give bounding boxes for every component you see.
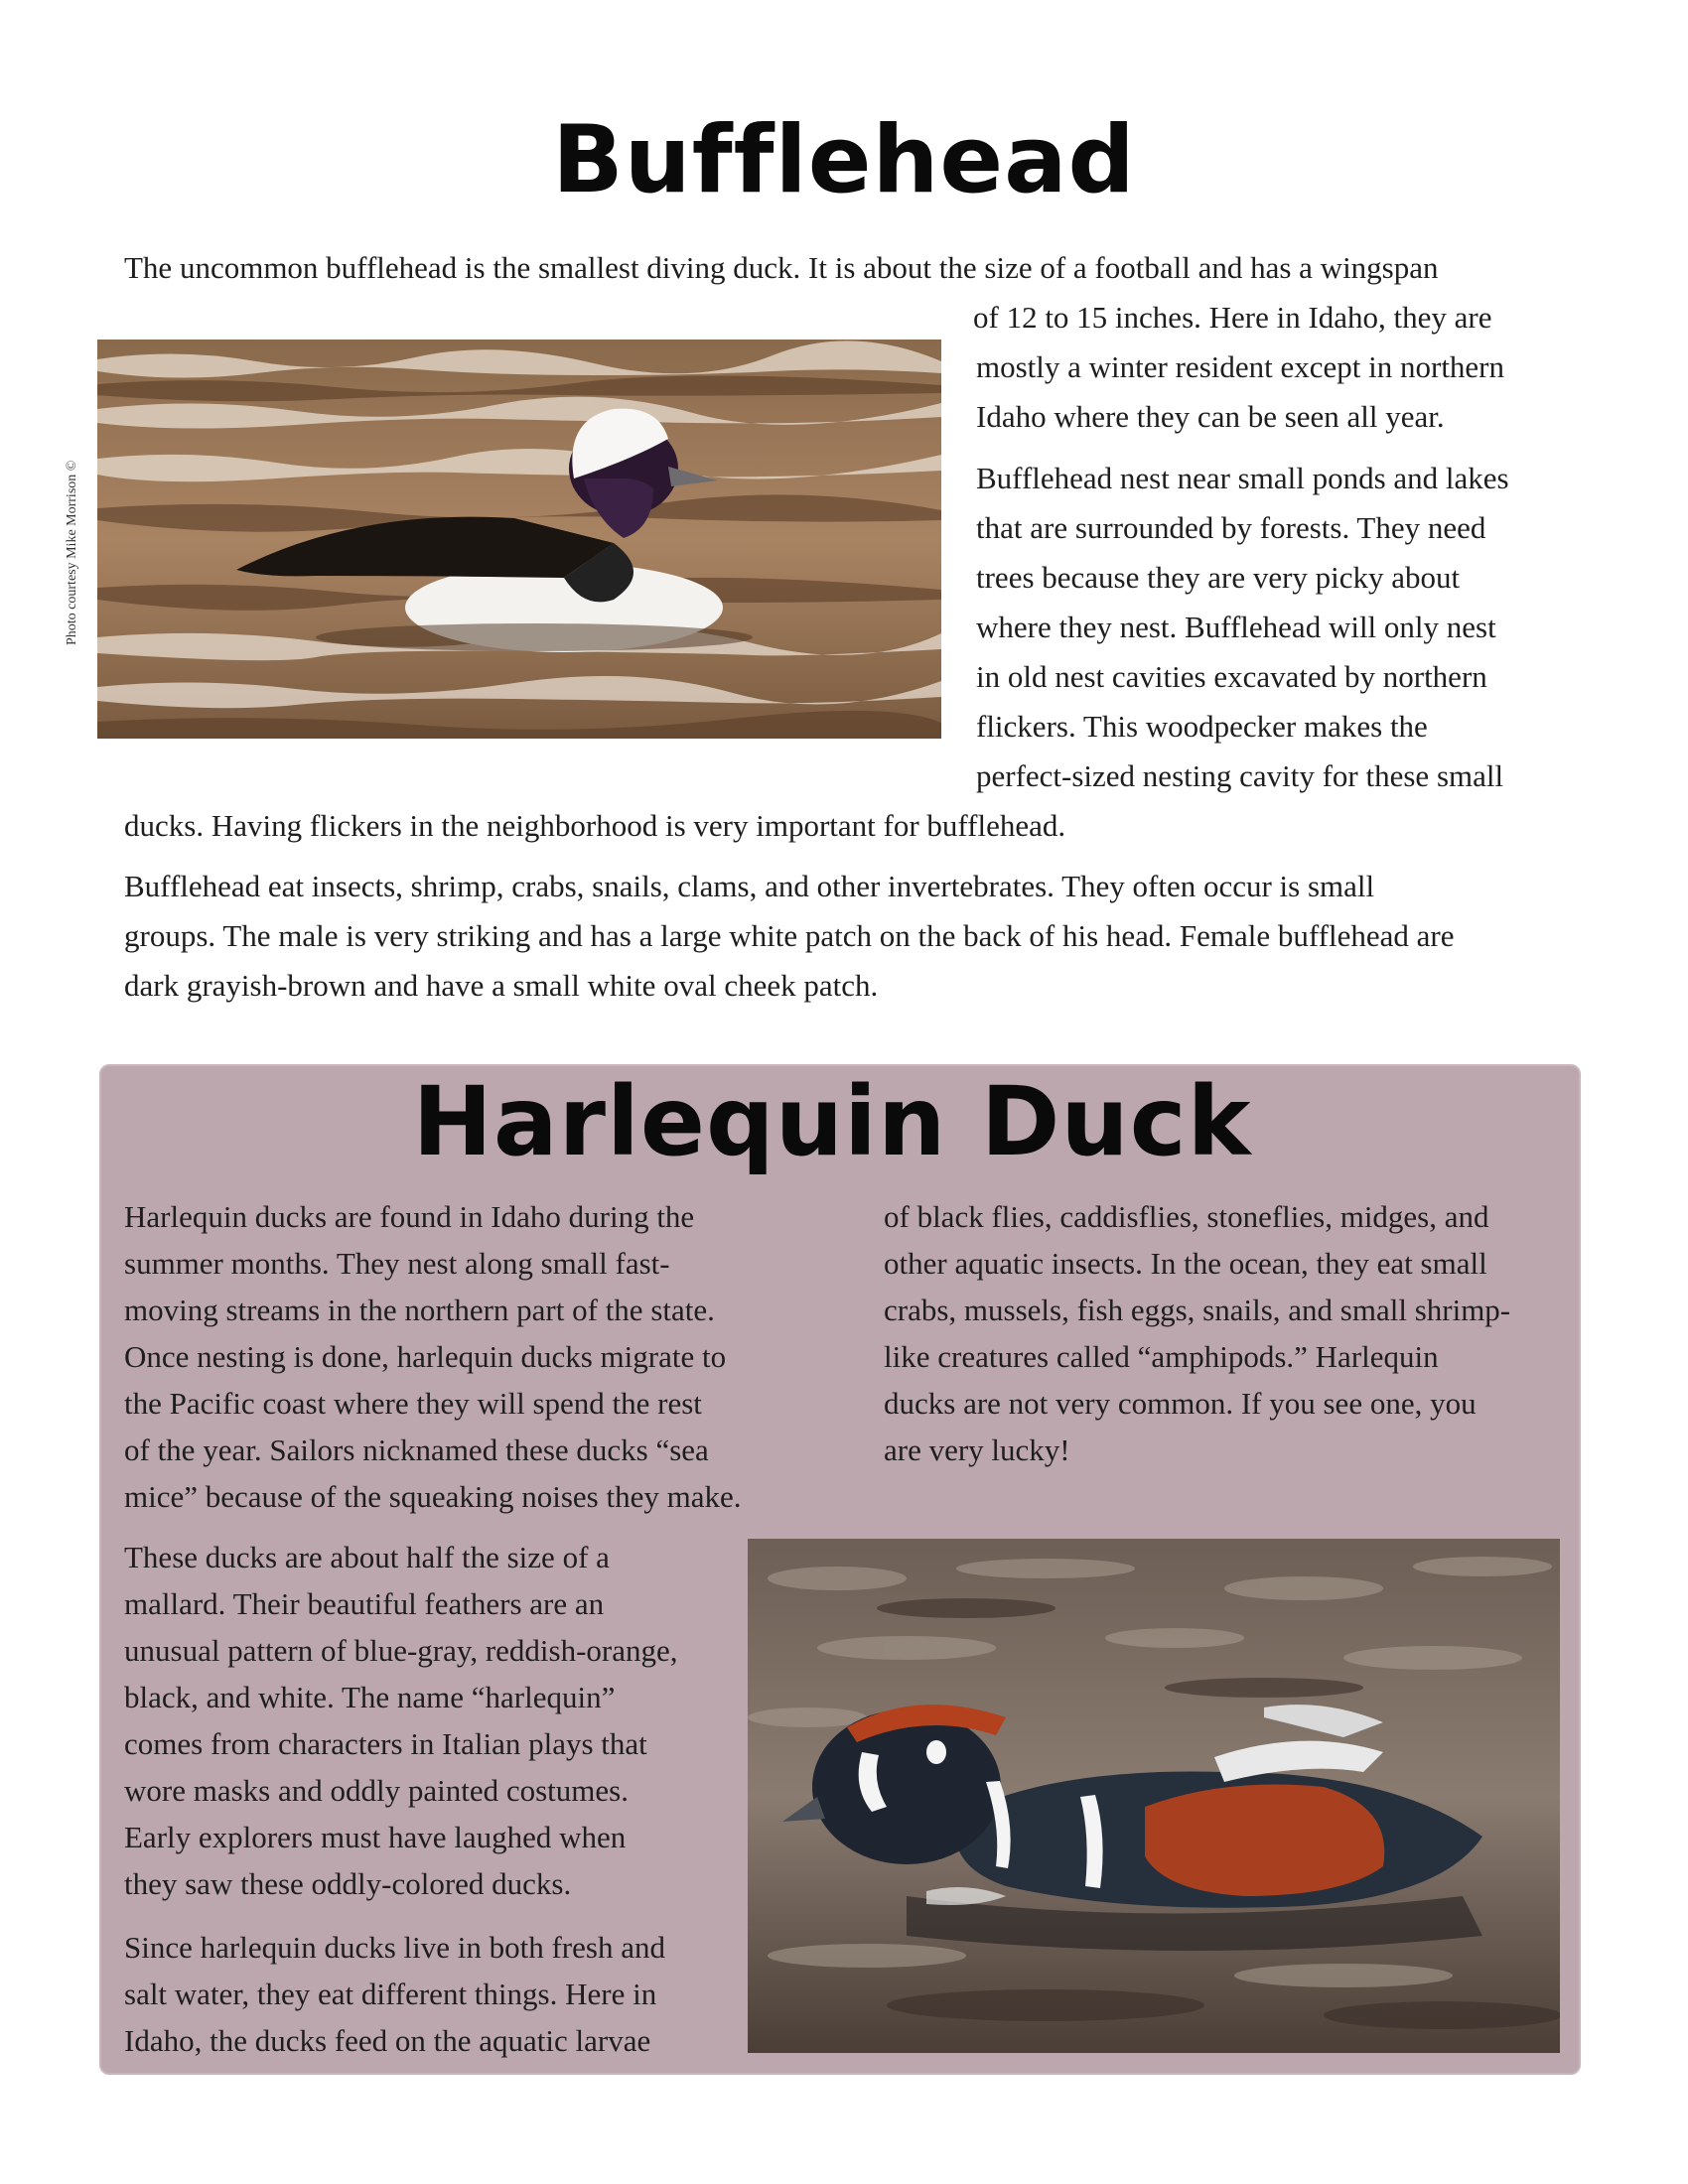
text-line: ducks are not very common. If you see one, you: [884, 1386, 1477, 1421]
bufflehead-nesting-last-line: ducks. Having flickers in the neighborhood is very important for bufflehead.: [124, 808, 1066, 843]
text-line: trees because they are very picky about: [976, 560, 1461, 595]
text-line: wore masks and oddly painted costumes.: [124, 1773, 629, 1808]
text-line: where they nest. Bufflehead will only nest: [976, 610, 1496, 644]
text-line: Since harlequin ducks live in both fresh and: [124, 1930, 665, 1965]
text-line: Bufflehead eat insects, shrimp, crabs, snails, clams, and other invertebrates. They often occur is small: [124, 869, 1375, 903]
text-line: moving streams in the northern part of the state.: [124, 1293, 715, 1327]
text-line: flickers. This woodpecker makes the: [976, 709, 1428, 744]
harlequin-intro-text: [124, 1193, 819, 1520]
text-line: mallard. Their beautiful feathers are an: [124, 1586, 605, 1621]
text-line: in old nest cavities excavated by northern: [976, 659, 1487, 694]
bufflehead-intro-line: The uncommon bufflehead is the smallest diving duck. It is about the size of a football and has a wingspan: [124, 250, 1439, 285]
text-line: groups. The male is very striking and has a large white patch on the back of his head. Female bufflehead are: [124, 918, 1455, 953]
bufflehead-photo: [97, 340, 941, 739]
text-line: are very lucky!: [884, 1433, 1070, 1467]
text-line: comes from characters in Italian plays that: [124, 1726, 647, 1761]
harlequin-diet-text: [124, 1924, 740, 2064]
bufflehead-column-text: [973, 293, 1569, 442]
text-line: like creatures called “amphipods.” Harlequin: [884, 1339, 1439, 1374]
text-line: summer months. They nest along small fast-: [124, 1246, 670, 1281]
harlequin-appearance-text: [124, 1534, 740, 1907]
text-line: mice” because of the squeaking noises they make.: [124, 1479, 742, 1514]
text-line: perfect-sized nesting cavity for these small: [976, 758, 1504, 793]
text-line: that are surrounded by forests. They need: [976, 510, 1486, 545]
photo-credit: Photo courtesy Mike Morrison ©: [65, 460, 79, 645]
text-line: other aquatic insects. In the ocean, they eat small: [884, 1246, 1487, 1281]
text-line: mostly a winter resident except in northern: [976, 349, 1505, 384]
harlequin-title: Harlequin Duck: [412, 1066, 1252, 1177]
bufflehead-nesting-text: [976, 454, 1572, 801]
text-line: crabs, mussels, fish eggs, snails, and small shrimp-: [884, 1293, 1511, 1327]
text-line: Idaho, the ducks feed on the aquatic larvae: [124, 2023, 651, 2058]
text-line: dark grayish-brown and have a small white oval cheek patch.: [124, 968, 879, 1003]
harlequin-duck-photo: [748, 1539, 1560, 2053]
harlequin-right-text: [884, 1193, 1569, 1473]
text-line: they saw these oddly-colored ducks.: [124, 1866, 572, 1901]
text-line: These ducks are about half the size of a: [124, 1540, 610, 1574]
text-line: Bufflehead nest near small ponds and lakes: [976, 461, 1509, 495]
text-line: of black flies, caddisflies, stoneflies, midges, and: [884, 1199, 1489, 1234]
text-line: of the year. Sailors nicknamed these ducks “sea: [124, 1433, 709, 1467]
text-line: Idaho where they can be seen all year.: [976, 399, 1445, 434]
text-line: unusual pattern of blue-gray, reddish-orange,: [124, 1633, 678, 1668]
bufflehead-diet-text: [124, 862, 1584, 1011]
text-line: of 12 to 15 inches. Here in Idaho, they are: [973, 300, 1492, 335]
text-line: Once nesting is done, harlequin ducks migrate to: [124, 1339, 727, 1374]
text-line: Harlequin ducks are found in Idaho during the: [124, 1199, 695, 1234]
text-line: the Pacific coast where they will spend the rest: [124, 1386, 702, 1421]
text-line: black, and white. The name “harlequin”: [124, 1680, 616, 1714]
text-line: Early explorers must have laughed when: [124, 1820, 627, 1854]
text-line: salt water, they eat different things. Here in: [124, 1977, 657, 2011]
bufflehead-title: Bufflehead: [552, 106, 1136, 214]
